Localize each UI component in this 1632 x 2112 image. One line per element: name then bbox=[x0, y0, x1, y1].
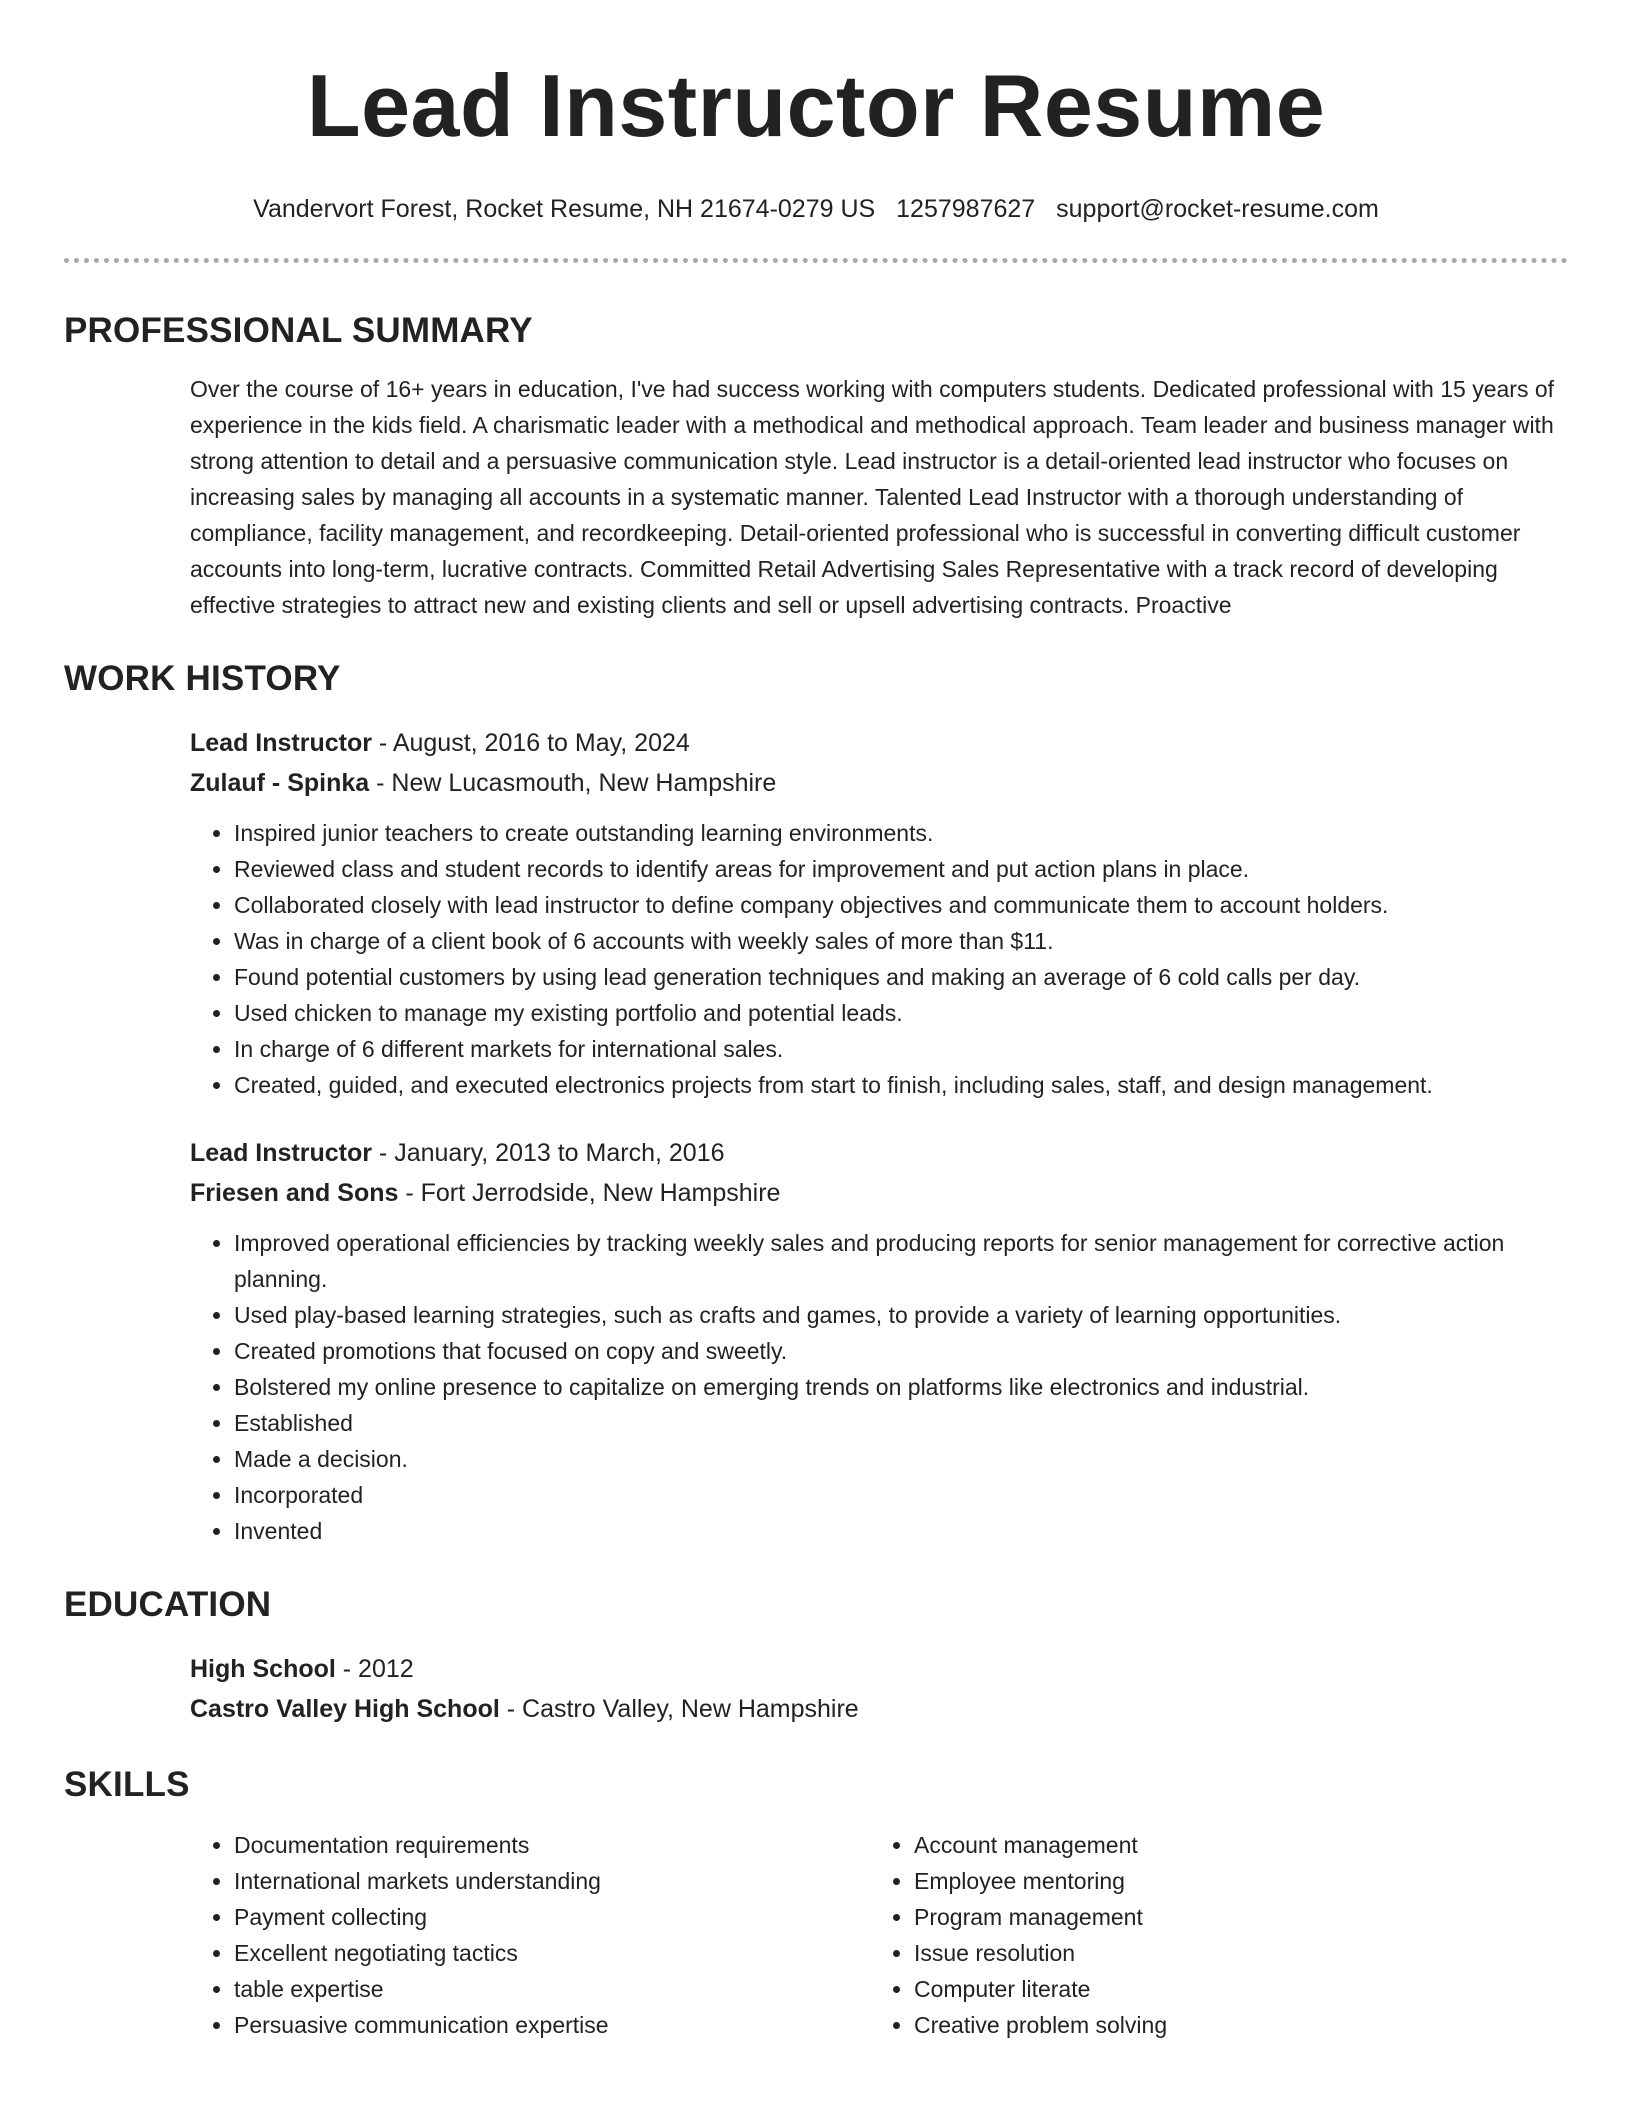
job-location: - New Lucasmouth, New Hampshire bbox=[369, 769, 777, 797]
job-company: Zulauf - Spinka bbox=[190, 769, 370, 797]
page-title: Lead Instructor Resume bbox=[306, 56, 1326, 155]
work-history-section bbox=[64, 659, 1568, 1549]
list-item: • Created, guided, and executed electronics projects from start to finish, including sales, staff, and design management. bbox=[234, 1067, 1568, 1103]
education-section bbox=[64, 1585, 1568, 1729]
skills-heading: SKILLS bbox=[64, 1765, 190, 1804]
skills-column-left bbox=[190, 1827, 870, 2043]
list-item: • Payment collecting bbox=[234, 1899, 870, 1935]
list-item: • International markets understanding bbox=[234, 1863, 870, 1899]
job-bullets bbox=[190, 1225, 1568, 1549]
list-item: • Invented bbox=[234, 1513, 1568, 1549]
list-item: • Established bbox=[234, 1405, 1568, 1441]
summary-section bbox=[64, 311, 1568, 623]
list-item: • Found potential customers by using lead generation techniques and making an average of 6 cold calls per day. bbox=[234, 959, 1568, 995]
list-item: • Incorporated bbox=[234, 1477, 1568, 1513]
education-heading: EDUCATION bbox=[64, 1585, 272, 1624]
job-company: Friesen and Sons bbox=[190, 1179, 399, 1207]
list-item: • Bolstered my online presence to capitalize on emerging trends on platforms like electronics and industrial. bbox=[234, 1369, 1568, 1405]
education-location: - Castro Valley, New Hampshire bbox=[499, 1695, 859, 1723]
list-item: • Created promotions that focused on copy and sweetly. bbox=[234, 1333, 1568, 1369]
list-item: • Account management bbox=[914, 1827, 1550, 1863]
list-item: • Was in charge of a client book of 6 accounts with weekly sales of more than $11. bbox=[234, 923, 1568, 959]
contact-line bbox=[64, 194, 1568, 224]
list-item: • Program management bbox=[914, 1899, 1550, 1935]
job-bullets bbox=[190, 815, 1568, 1103]
skills-list-right bbox=[870, 1827, 1550, 2043]
work-history-heading: WORK HISTORY bbox=[64, 659, 341, 698]
contact-email: support@rocket-resume.com bbox=[1056, 195, 1379, 223]
education-year: - 2012 bbox=[335, 1655, 414, 1683]
job-title-line bbox=[190, 1133, 1568, 1173]
job-dates: - August, 2016 to May, 2024 bbox=[371, 729, 690, 757]
list-item: • Used play-based learning strategies, such as crafts and games, to provide a variety of learning opportunities. bbox=[234, 1297, 1568, 1333]
skills-column-right bbox=[870, 1827, 1550, 2043]
header-divider bbox=[64, 258, 1568, 263]
job-company-line bbox=[190, 1173, 1568, 1213]
list-item: • Computer literate bbox=[914, 1971, 1550, 2007]
education-school-line bbox=[190, 1689, 1568, 1729]
skills-grid bbox=[190, 1827, 1568, 2043]
education-degree-line bbox=[190, 1649, 1568, 1689]
list-item: • Persuasive communication expertise bbox=[234, 2007, 870, 2043]
list-item: • Employee mentoring bbox=[914, 1863, 1550, 1899]
list-item: • Documentation requirements bbox=[234, 1827, 870, 1863]
education-school: Castro Valley High School bbox=[190, 1695, 500, 1723]
list-item: • table expertise bbox=[234, 1971, 870, 2007]
job-location: - Fort Jerrodside, New Hampshire bbox=[398, 1179, 781, 1207]
skills-list-left bbox=[190, 1827, 870, 2043]
job-title-line bbox=[190, 723, 1568, 763]
contact-address: Vandervort Forest, Rocket Resume, NH 21674-0279 US bbox=[253, 195, 876, 223]
list-item: • Improved operational efficiencies by tracking weekly sales and producing reports for senior management for corrective action planning. bbox=[234, 1225, 1568, 1297]
list-item: • Issue resolution bbox=[914, 1935, 1550, 1971]
job-title: Lead Instructor bbox=[190, 1139, 372, 1167]
list-item: • Excellent negotiating tactics bbox=[234, 1935, 870, 1971]
skills-section bbox=[64, 1765, 1568, 2043]
list-item: • Made a decision. bbox=[234, 1441, 1568, 1477]
list-item: • Used chicken to manage my existing portfolio and potential leads. bbox=[234, 995, 1568, 1031]
job-dates: - January, 2013 to March, 2016 bbox=[371, 1139, 725, 1167]
list-item: • Reviewed class and student records to identify areas for improvement and put action plans in place. bbox=[234, 851, 1568, 887]
summary-text: Over the course of 16+ years in education, I've had success working with computers students. Dedicated professional with 15 years of experience in the kids field. A charismatic leader with a methodical and methodical approach. Team leader and business manager with strong attention to detail and a persuasive communication style. Lead instructor is a detail-oriented lead instructor who focuses on increasing sales by managing all accounts in a systematic manner. Talented Lead Instructor with a thorough understanding of compliance, facility management, and recordkeeping. Detail-oriented professional who is successful in converting difficult customer accounts into long-term, lucrative contracts. Committed Retail Advertising Sales Representative with a track record of developing effective strategies to attract new and existing clients and sell or upsell advertising contracts. Proactive bbox=[190, 376, 1555, 618]
list-item: • In charge of 6 different markets for international sales. bbox=[234, 1031, 1568, 1067]
job-company-line bbox=[190, 763, 1568, 803]
summary-heading: PROFESSIONAL SUMMARY bbox=[64, 311, 533, 350]
list-item: • Creative problem solving bbox=[914, 2007, 1550, 2043]
education-degree: High School bbox=[190, 1655, 336, 1683]
job-title: Lead Instructor bbox=[190, 729, 372, 757]
contact-phone: 1257987627 bbox=[896, 195, 1036, 223]
list-item: • Inspired junior teachers to create outstanding learning environments. bbox=[234, 815, 1568, 851]
list-item: • Collaborated closely with lead instructor to define company objectives and communicate them to account holders. bbox=[234, 887, 1568, 923]
